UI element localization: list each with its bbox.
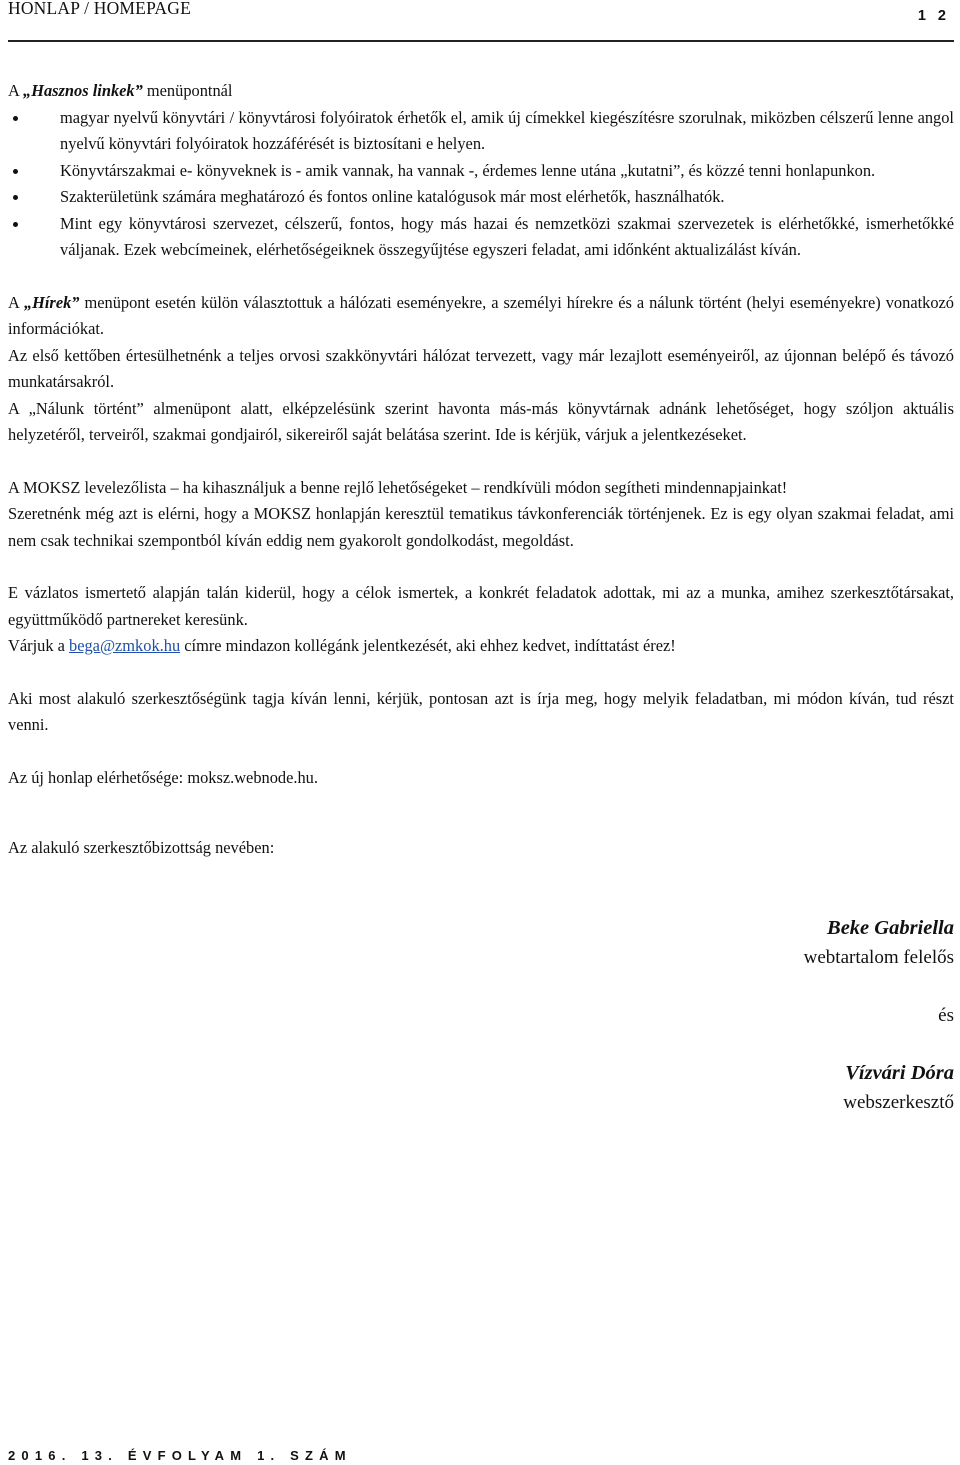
- signature-role-2: webszerkesztő: [843, 1091, 954, 1113]
- links-intro-emph: „Hasznos linkek”: [23, 81, 143, 100]
- list-item-text: Mint egy könyvtárosi szervezet, célszerű, fontos, hogy más hazai és nemzetközi szakmai szervezetek is elérhetőkké, ismerhetőkké váljanak. Ezek webcímeinek, elérhetőségeiknek összegyűjtése egyszeri feladat, ami időnként aktualizálást kíván.: [60, 213, 954, 259]
- bullet-icon: [13, 222, 18, 227]
- list-item: [8, 158, 954, 185]
- links-bullet-list: [8, 105, 954, 264]
- bullet-icon: [13, 195, 18, 200]
- list-item-text: Szakterületünk számára meghatározó és fontos online katalógusok már most elérhetők, használhatók.: [60, 187, 725, 206]
- signature-name-2: Vízvári Dóra: [845, 1061, 954, 1084]
- outro-paragraph-1: E vázlatos ismertető alapján talán kiderül, hogy a célok ismertek, a konkrét feladatok adottak, mi az a munka, amihez szerkesztőtársakat, együttműködő partnereket keresünk.: [8, 583, 954, 629]
- signature-role-1: webtartalom felelős: [803, 946, 954, 968]
- list-item: [8, 105, 954, 158]
- list-item: [8, 184, 954, 211]
- page-header: [8, 0, 954, 42]
- signature-name-1: Beke Gabriella: [827, 916, 954, 939]
- links-intro: [8, 78, 954, 105]
- news-p1-emph: „Hírek”: [23, 292, 80, 312]
- list-item-text: Könyvtárszakmai e- könyveknek is - amik vannak, ha vannak -, érdemes lenne utána „kutatni”, és közzé tenni honlapunkon.: [60, 160, 876, 180]
- email-link[interactable]: bega@zmkok.hu: [69, 636, 181, 655]
- header-title: HONLAP / HOMEPAGE: [8, 0, 191, 18]
- homepage-address: Az új honlap elérhetősége: moksz.webnode.hu.: [8, 767, 318, 787]
- news-paragraph-1: [8, 290, 954, 343]
- news-paragraph-2: Az első kettőben értesülhetnénk a teljes orvosi szakkönyvtári hálózat tervezett, vagy már lezajlott eseményeiről, az újonnan belépő és távozó munkatársakról.: [8, 345, 954, 391]
- signature-conjunction: és: [938, 1004, 954, 1026]
- bullet-icon: [13, 116, 18, 121]
- news-paragraph-3: A „Nálunk történt” almenüpont alatt, elképzelésünk szerint havonta más-más könyvtárnak adnánk lehetőséget, hogy szóljon aktuális helyzetéről, terveiről, szakmai gondjairól, sikereiről saját belátása szerint. Ide is kérjük, várjuk a jelentkezéseket.: [8, 398, 954, 444]
- page-footer: 2016. 13. ÉVFOLYAM 1. SZÁM: [8, 1448, 352, 1463]
- bullet-icon: [13, 169, 18, 174]
- list-item: [8, 211, 954, 264]
- signature-block: [8, 914, 954, 1117]
- outro-paragraph-2: [8, 633, 954, 660]
- page-number: 1 2: [917, 8, 950, 24]
- outro-paragraph-3: Aki most alakuló szerkesztőségünk tagja kíván lenni, kérjük, pontosan azt is írja meg, hogy melyik feladatban, mi módon kíván, tud részt venni.: [8, 688, 954, 734]
- outro-p2-suffix: címre mindazon kollégánk jelentkezését, aki ehhez kedvet, indíttatást érez!: [180, 636, 676, 655]
- outro-p2-prefix: Várjuk a: [8, 636, 69, 655]
- committee-line: Az alakuló szerkesztőbizottság nevében:: [8, 838, 275, 857]
- list-item-text: magyar nyelvű könyvtári / könyvtárosi folyóiratok érhetők el, amik új címekkel kiegészítésre szorulnak, miközben célszerű lenne angol nyelvű könyvtári folyóiratok hozzáférését is biztosítani e helyen.: [60, 107, 954, 153]
- article-body: [8, 78, 954, 1117]
- moksz-paragraph-2: Szeretnénk még azt is elérni, hogy a MOKSZ honlapján keresztül tematikus távkonferenciák történjenek. Ez is egy olyan szakmai feladat, ami nem csak technikai szempontból kíván eddig nem gyakorolt gondolkodást, megoldást.: [8, 504, 954, 550]
- links-intro-suffix: menüpontnál: [142, 81, 233, 100]
- moksz-paragraph-1: A MOKSZ levelezőlista – ha kihasználjuk a benne rejlő lehetőségeket – rendkívüli módon segítheti mindennapjainkat!: [8, 477, 788, 497]
- news-p1-suffix: menüpont esetén külön választottuk a hálózati eseményekre, a személyi hírekre és a nálunk történt (helyi eseményekre) vonatkozó információkat.: [8, 292, 955, 338]
- news-p1-prefix: A: [8, 292, 24, 312]
- links-intro-prefix: A: [8, 81, 24, 100]
